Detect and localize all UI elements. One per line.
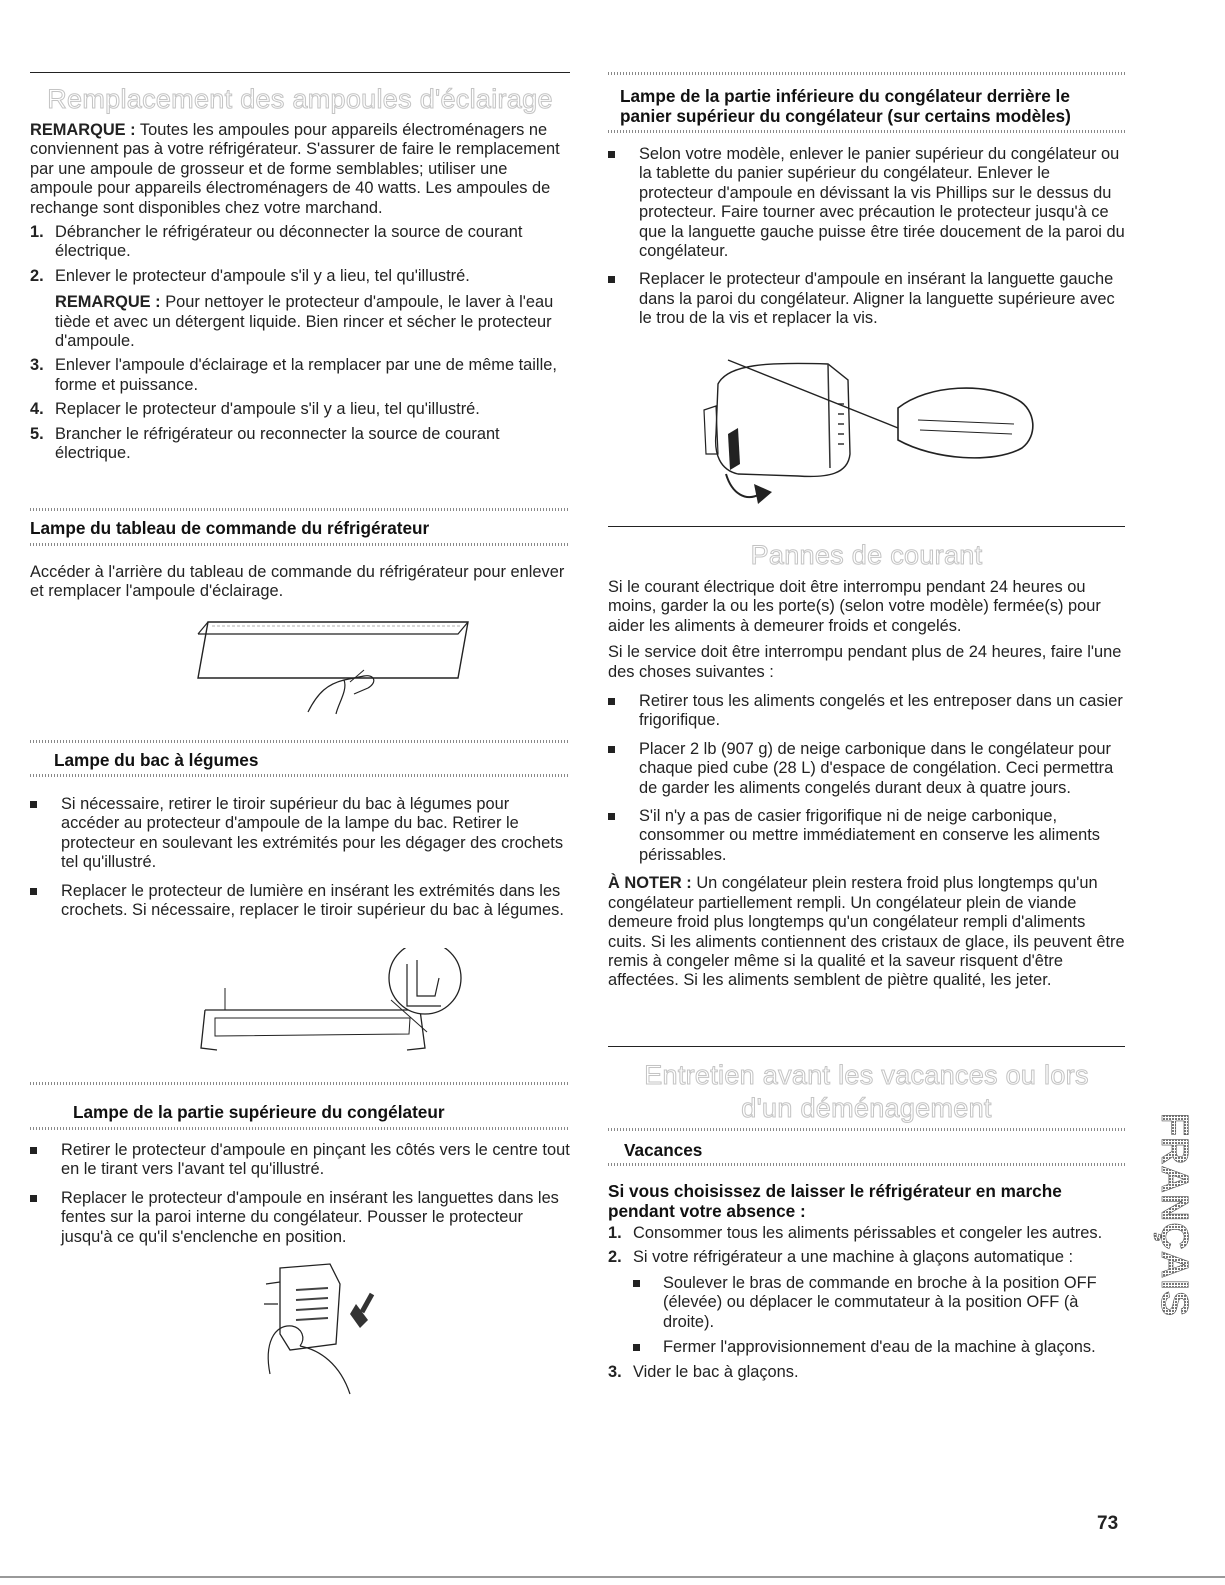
noter-label: À NOTER : <box>608 874 692 893</box>
step-number: 3. <box>608 1363 622 1382</box>
list-item: Selon votre modèle, enlever le panier supérieur du congélateur ou la tablette du panier supérieur du congélateur. Enlever le protecteur d'ampoule en dévissant la vis Phillips sur le dessus du protecteur. Faire tourner avec précaution le protecteur jusqu'à ce que la languette gauche puisse être tirée doucement de la paroi du congélateur. <box>608 145 1125 261</box>
crisper-illustration <box>195 948 465 1063</box>
step-number: 5. <box>30 424 44 443</box>
step-item <box>608 1363 1125 1382</box>
freezer-top-heading: Lampe de la partie supérieure du congélateur <box>73 1102 445 1122</box>
list-item: Retirer tous les aliments congelés et les entreposer dans un casier frigorifique. <box>608 692 1125 731</box>
remarque-paragraph <box>30 121 570 218</box>
divider <box>30 508 570 511</box>
control-panel-illustration <box>168 612 488 724</box>
step-number: 3. <box>30 356 44 375</box>
power-paragraph-2: Si le service doit être interrompu pendant plus de 24 heures, faire l'une des choses suivantes : <box>608 643 1122 681</box>
list-item: Placer 2 lb (907 g) de neige carbonique dans le congélateur pour chaque pied cube (28 L) d'espace de congélation. Ceci permettra de garder les aliments congelés durant deux à quatre jours. <box>608 740 1125 798</box>
step-text: Débrancher le réfrigérateur ou déconnecter la source de courant électrique. <box>55 223 523 261</box>
step-item <box>30 425 570 464</box>
list-item: S'il n'y a pas de casier frigorifique ni de neige carbonique, consommer ou mettre immédiatement en conserve les aliments périssables. <box>608 807 1125 865</box>
icemaker-bullets <box>633 1274 1125 1358</box>
step-item <box>30 400 570 419</box>
step-number: 2. <box>30 266 44 285</box>
step-text: Si votre réfrigérateur a une machine à glaçons automatique : <box>633 1248 1074 1267</box>
crisper-heading: Lampe du bac à légumes <box>54 750 259 770</box>
control-panel-text: Accéder à l'arrière du tableau de commande du réfrigérateur pour enlever et remplacer l'ampoule d'éclairage. <box>30 563 565 601</box>
section-title-power-outage: Pannes de courant <box>750 540 983 570</box>
divider <box>30 1127 570 1130</box>
list-item: Replacer le protecteur d'ampoule en insérant la languette gauche dans la paroi du congélateur. Aligner la languette supérieure avec le trou de la vis et replacer la vis. <box>608 270 1125 328</box>
vacances-heading: Vacances <box>624 1140 703 1160</box>
step-item <box>30 223 570 262</box>
bulb-intro <box>30 121 570 469</box>
step-text: Replacer le protecteur d'ampoule s'il y a lieu, tel qu'illustré. <box>55 400 480 419</box>
step2-note <box>55 293 570 351</box>
section-rule <box>30 72 570 73</box>
power-paragraph-1: Si le courant électrique doit être interrompu pendant 24 heures ou moins, garder la ou les porte(s) (selon votre modèle) fermée(s) pour aider les aliments à demeurer froids et congelés. <box>608 578 1101 635</box>
page-number: 73 <box>1097 1513 1119 1534</box>
crisper-bullets <box>30 795 570 929</box>
bulb-steps <box>30 223 570 463</box>
divider <box>608 1128 1125 1131</box>
noter-text: Un congélateur plein restera froid plus longtemps qu'un congélateur partiellement rempli. Un congélateur plein de viande demeure froid plus longtemps qu'un congélateur rempli d'aliments cuits. Si les aliments contiennent des cristaux de glace, ils peuvent être remis à congeler même si la qualité et la saveur risquent d'être affectées. Si les aliments semblent de piètre qualité, les jeter. <box>608 874 1125 990</box>
step-text: Enlever l'ampoule d'éclairage et la remplacer par une de même taille, forme et puissance. <box>55 356 557 394</box>
section-title-vacation-line2: d'un déménagement <box>741 1093 992 1123</box>
remarque-label: REMARQUE : <box>30 121 136 139</box>
list-item: Replacer le protecteur d'ampoule en insérant les languettes dans les fentes sur la paroi interne du congélateur. Pousser le protecteur jusqu'à ce qu'il s'enclenche en position. <box>30 1189 570 1247</box>
section-title-vacation-line1: Entretien avant les vacances ou lors <box>644 1060 1089 1090</box>
divider <box>608 130 1125 133</box>
step-number: 4. <box>30 400 44 419</box>
step-number: 1. <box>30 223 44 242</box>
step-text: Consommer tous les aliments périssables et congeler les autres. <box>633 1224 1103 1242</box>
divider <box>30 774 570 777</box>
list-item: Soulever le bras de commande en broche à la position OFF (élevée) ou déplacer le commutateur à la position OFF (à droite). <box>633 1274 1125 1332</box>
divider <box>30 543 570 546</box>
freezer-lower-bullets <box>608 145 1125 338</box>
control-panel-heading: Lampe du tableau de commande du réfrigérateur <box>30 518 430 538</box>
step-item <box>608 1224 1125 1243</box>
language-side-tab-graphic <box>1153 1090 1191 1340</box>
noter-paragraph <box>608 874 1125 990</box>
step-item <box>30 267 570 352</box>
freezer-top-illustration <box>240 1254 390 1404</box>
vacation-subheading: Si vous choisissez de laisser le réfrigérateur en marche pendant votre absence : <box>608 1181 1062 1221</box>
divider <box>608 1163 1125 1166</box>
list-item: Retirer le protecteur d'ampoule en pinçant les côtés vers le centre tout en le tirant vers l'avant tel qu'illustré. <box>30 1141 570 1180</box>
power-bullets <box>608 692 1125 865</box>
step-text: Vider le bac à glaçons. <box>633 1363 799 1382</box>
divider <box>608 72 1125 75</box>
freezer-top-bullets <box>30 1141 570 1256</box>
step-number: 2. <box>608 1248 622 1267</box>
note-text: Pour nettoyer le protecteur d'ampoule, le laver à l'eau tiède et avec un détergent liquide. Bien rincer et sécher le protecteur d'ampoule. <box>55 293 554 351</box>
step-text: Enlever le protecteur d'ampoule s'il y a lieu, tel qu'illustré. <box>55 266 470 285</box>
step-number: 1. <box>608 1224 622 1242</box>
language-side-tab-label: FRANÇAIS <box>1153 1112 1191 1318</box>
bottom-rule <box>0 1576 1225 1578</box>
section-rule <box>608 526 1125 527</box>
vacation-steps <box>608 1224 1125 1388</box>
freezer-lower-illustration <box>698 344 1048 514</box>
step-item <box>30 356 570 395</box>
divider <box>30 1082 570 1085</box>
note-label: REMARQUE : <box>55 293 161 312</box>
list-item: Si nécessaire, retirer le tiroir supérieur du bac à légumes pour accéder au protecteur d'ampoule de la lampe du bac. Retirer le protecteur en soulevant les extrémités pour les dégager des crochets tel qu'illustré. <box>30 795 570 873</box>
language-side-tab <box>1153 1090 1191 1340</box>
step-item <box>608 1248 1125 1357</box>
section-rule <box>608 1046 1125 1047</box>
section-title-bulb-replacement: Remplacement des ampoules d'éclairage <box>47 84 553 114</box>
freezer-lower-heading: Lampe de la partie inférieure du congélateur derrière le panier supérieur du congélateur (sur certains modèles) <box>620 86 1071 126</box>
remarque-text: Toutes les ampoules pour appareils électroménagers ne conviennent pas à votre réfrigérateur. S'assurer de faire le remplacement par une ampoule de grosseur et de forme semblables; utiliser une ampoule pour appareils électroménagers de 40 watts. Les ampoules de rechange sont disponibles chez votre marchand. <box>30 121 560 217</box>
list-item: Replacer le protecteur de lumière en insérant les extrémités dans les crochets. Si nécessaire, replacer le tiroir supérieur du bac à légumes. <box>30 882 570 921</box>
list-item: Fermer l'approvisionnement d'eau de la machine à glaçons. <box>633 1338 1125 1357</box>
step-text: Brancher le réfrigérateur ou reconnecter la source de courant électrique. <box>55 424 500 463</box>
power-outage-body <box>608 578 1125 991</box>
divider <box>30 740 570 743</box>
